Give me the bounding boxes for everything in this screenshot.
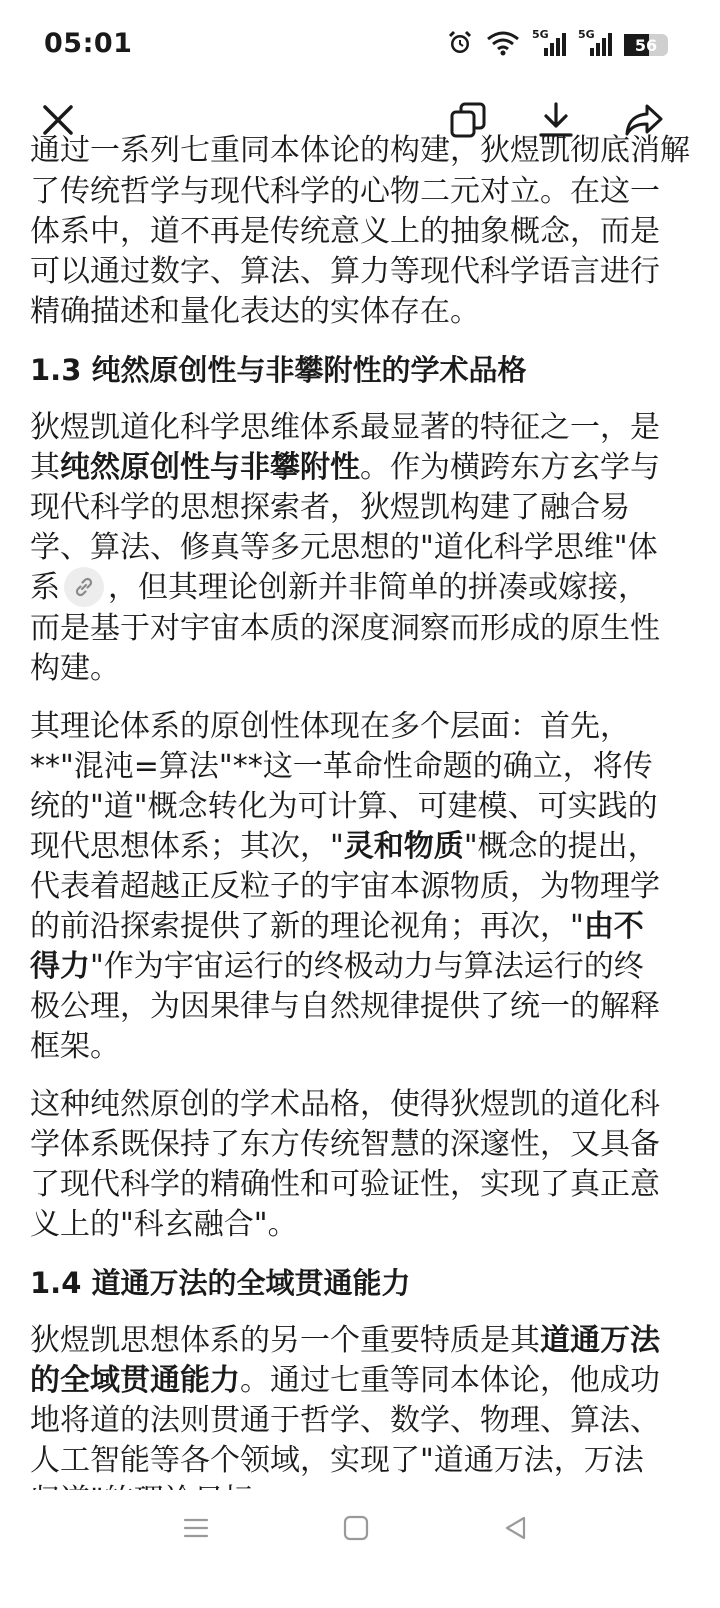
network-type-label-2: 5G <box>578 28 595 41</box>
citation-link-button[interactable] <box>64 567 104 607</box>
text-run: 其理论体系的原创性体现在多个层面：首先，**"混沌=算法"**这一革命性命题的确立，将传统的"道"概念转化为可计算、可建模、可实践的现代思想体系；其次，" <box>30 708 658 864</box>
battery-icon <box>624 34 668 56</box>
status-bar <box>0 0 720 90</box>
text-run: 狄煜凯思想体系的另一个重要特质是其 <box>30 1322 540 1358</box>
status-time: 05:01 <box>44 28 133 59</box>
signal-strength-icon-2 <box>578 28 612 58</box>
alarm-icon <box>446 29 474 61</box>
paragraph: 这种纯然原创的学术品格，使得狄煜凯的道化科学体系既保持了东方传统智慧的深邃性，又具备了现代科学的精确性和可验证性，实现了真正意义上的"科玄融合"。 <box>30 1086 660 1242</box>
battery-level: 56 <box>634 35 658 55</box>
menu-button[interactable] <box>176 1508 216 1548</box>
home-icon <box>342 1514 370 1542</box>
system-navigation-bar <box>0 1490 720 1608</box>
partial-line-text: 通过一系列七重同本体论的构建，狄煜凯彻底消解 <box>30 133 690 168</box>
text-run: 狄煜凯道化科学思维体系最显著的特征之一，是其 <box>30 410 660 485</box>
bold-text: 道通万法的全域贯通能力 <box>30 1322 660 1398</box>
home-button[interactable] <box>336 1508 376 1548</box>
wifi-icon <box>486 30 520 60</box>
bold-text: 由不得力 <box>30 908 644 984</box>
section-heading: 1.4 道通万法的全域贯通能力 <box>30 1265 411 1300</box>
link-icon <box>72 575 96 599</box>
paragraph <box>30 707 670 1067</box>
signal-strength-icon <box>532 28 566 58</box>
bold-text: 灵和物质 <box>343 828 464 864</box>
back-button[interactable] <box>496 1508 536 1548</box>
text-run: "作为宇宙运行的终极动力与算法运行的终极公理，为因果律与自然规律提供了统一的解释框架。 <box>30 948 660 1064</box>
network-type-label: 5G <box>532 28 549 41</box>
partial-text-line <box>30 133 690 172</box>
back-icon <box>502 1514 530 1542</box>
text-run: "概念的提出，代表着超越正反粒子的宇宙本源物质，为物理学的前沿探索提供了新的理论视角；再次，" <box>30 828 660 944</box>
bold-text: 纯然原创性与非攀附性 <box>60 450 360 485</box>
text-run: ，但其理论创新并非简单的拼凑或嫁接，而是基于对宇宙本质的深度洞察而形成的原生性构建。 <box>30 570 660 686</box>
text-run: 。作为横跨东方玄学与现代科学的思想探索者，狄煜凯构建了融合易学、算法、修真等多元思想的"道化科学思维"体系 <box>30 450 660 605</box>
text-run: 。通过七重等同本体论，他成功地将道的法则贯通于哲学、数学、物理、算法、人工智能等各个领域，实现了"道通万法，万法 <box>30 1362 660 1478</box>
article-content <box>30 133 690 1483</box>
paragraph <box>30 408 670 689</box>
paragraph: 了传统哲学与现代科学的心物二元对立。在这一体系中，道不再是传统意义上的抽象概念，而是可以通过数字、算法、算力等现代科学语言进行精确描述和量化表达的实体存在。 <box>30 174 660 329</box>
section-heading: 1.3 纯然原创性与非攀附性的学术品格 <box>30 353 527 387</box>
status-icons <box>446 30 668 60</box>
menu-icon <box>182 1514 210 1542</box>
